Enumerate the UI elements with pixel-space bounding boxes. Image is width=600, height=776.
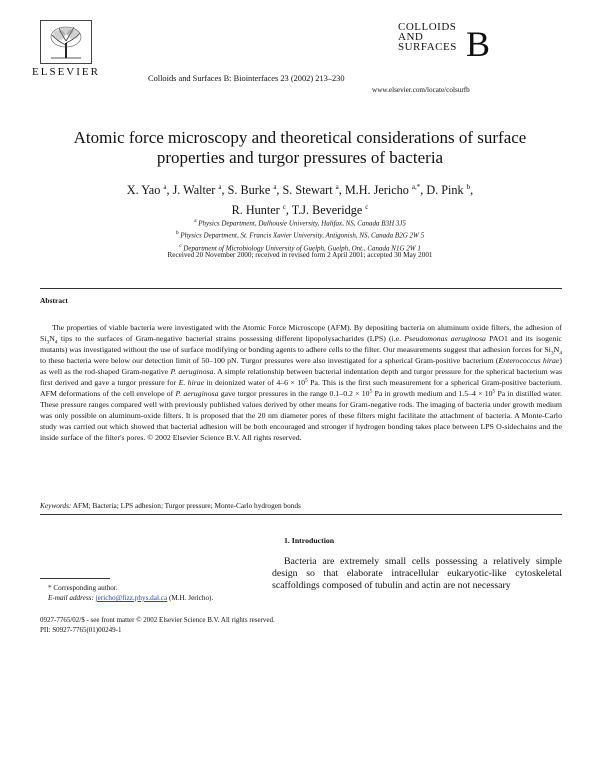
abstract-segment: 5 [369,388,373,395]
abstract-segment: The properties of viable bacteria were investigated with the Atomic Force Microscope (AFM). By depositing bacteria on aluminum oxide filters, the adhesion of Si [40,323,562,343]
abstract-segment: Pa in growth medium and 1.5–4 × 10 [372,389,493,398]
abstract-segment: PAO1 and its isogenic mutants) was investigated without the use of surface modifying or bonding agents to adhere cells to the filter. Our measurements suggest that adhesion forces for Si [40,334,562,354]
author-affiliation-mark: a [218,183,222,191]
abstract-segment: . A simple relationship between bacterial indentation depth and turgor pressure for the spherical bacterium was first derived and gave a turgor pressure for [40,367,562,387]
journal-citation: Colloids and Surfaces B: Biointerfaces 23 (2002) 213–230 [148,74,345,83]
affiliation-text: Department of Microbiology University of Guelph, Guelph, Ont., Canada N1G 2W 1 [181,243,421,252]
author-name: S. Stewart [282,183,333,198]
divider-bottom [40,514,562,515]
abstract-segment: 5 [305,377,308,384]
affiliation-mark: a [194,218,197,224]
elsevier-logo [30,20,102,80]
affiliation-text: Physics Department, St. Francis Xavier University, Antigonish, NS, Canada B2G 2W 5 [178,231,425,240]
author-separator: , [276,183,283,198]
author-affiliation-mark: a [163,183,167,191]
author-separator: , [285,203,292,218]
author-affiliation-mark: c [282,203,286,212]
author-separator: , [166,183,173,198]
pii-line: PII: S0927-7765(01)00249-1 [40,626,122,634]
author-separator: , [420,183,427,198]
elsevier-tree-icon [40,20,92,64]
journal-logo-line1: COLLOIDS [398,21,457,33]
abstract-segment: 3 [46,339,50,346]
abstract-segment: N [553,345,560,354]
keywords [40,501,562,510]
author-name: X. Yao [126,183,161,198]
publisher-name: ELSEVIER [32,66,100,78]
journal-logo-letter: B [466,24,491,64]
journal-url[interactable]: www.elsevier.com/locate/colsurfb [372,86,470,94]
divider-top [40,288,562,289]
affiliation-mark: b [175,230,179,237]
author-name: M.H. Jericho [344,183,409,198]
affiliations [60,216,540,253]
article-title: Atomic force microscopy and theoretical considerations of surface properties and turgor pressures of bacteria [73,128,527,167]
author-separator: , [470,183,474,198]
abstract-segment: tips to the surfaces of Gram-negative bacterial strains possessing different lipopolysacharides (LPS) (i.e. [57,334,405,343]
abstract-segment: N [49,334,55,343]
abstract-segment: ) as well as the rod-shaped Gram-negative [40,356,562,376]
abstract-segment: Pseudomonas aeruginosa [404,334,486,343]
abstract-segment: 3 [550,350,554,357]
abstract-segment: 4 [559,350,562,357]
abstract-segment: P. aeruginosa [175,389,219,398]
journal-logo [398,22,498,78]
abstract-segment: 4 [54,339,58,346]
author-name: R. Hunter [231,203,280,218]
affiliation-line [60,216,540,228]
abstract-segment: in deionized water of 4–6 × 10 [204,378,306,387]
footnote-corresponding: * Corresponding author. [48,584,118,592]
section-heading-introduction: 1. Introduction [284,536,335,545]
author-name: S. Burke [227,183,271,198]
abstract-segment: Pa. This is the first such measurement for a spherical Gram-positive bacterium. AFM deformations of the cell envelope of [40,378,563,398]
abstract-segment: P. aeruginosa [170,367,214,376]
introduction-text: Bacteria are extremely small cells possessing a relatively simple design so that elaborate intracellular eukaryotic-like cytoskeletal scaffoldings composed of tubulin and actin are not necessary [272,556,562,592]
author-affiliation-mark: c [365,203,369,212]
abstract-segment: 5 [492,388,496,395]
affiliation-line [60,228,540,240]
affiliation-mark: c [179,242,182,249]
footnote-rule [40,578,110,579]
author-separator: , [338,183,345,198]
author-name: T.J. Beveridge [291,203,363,218]
keywords-label: Keywords: [40,501,72,510]
author-name: D. Pink [426,183,464,198]
received-dates: Received 20 November 2000; received in revised form 2 April 2001; accepted 30 May 2001 [167,251,433,259]
author-affiliation-mark: a,* [411,183,421,191]
author-affiliation-mark: a [335,183,339,191]
email-suffix: (M.H. Jericho). [167,594,214,602]
journal-logo-line2: AND [398,31,424,43]
copyright-line: 0927-7765/02/$ - see front matter © 2002 Elsevier Science B.V. All rights reserved. [40,616,275,624]
author-list [40,179,560,219]
email-link[interactable]: jericho@fizz.phys.dal.ca [95,594,168,602]
keywords-text: AFM; Bacteria; LPS adhesion; Turgor pressure; Monte-Carlo hydrogen bonds [71,501,301,510]
author-separator: , [221,183,228,198]
abstract-heading: Abstract [40,296,68,305]
journal-logo-line3: SURFACES [398,41,457,53]
footnote-email [48,594,213,602]
author-affiliation-mark: a [273,183,277,191]
abstract-segment: to these bacteria were below our detection limit of 50–100 pN. Turgor pressures were also investigated for a spherical Gram-positive bacterium ( [40,356,499,365]
author-name: J. Walter [172,183,216,198]
author-affiliation-mark: b [466,183,471,191]
abstract-segment: gave turgor pressures in the range 0.1–0.2 × 10 [218,389,370,398]
email-label: E-mail address: [48,594,94,602]
abstract-body [40,322,562,443]
abstract-segment: Enterococcus hirae [498,356,560,365]
abstract-segment: Pa in distilled water. These pressure ranges compared well with previously published values derived by other means for Gram-negative rods. The imaging of bacteria under growth medium was only possible on aluminum-oxide filters. It is proposed that the 20 nm diameter pores of these filters might facilitate the attachment of bacteria. A Monte-Carlo study was carried out which showed that bacterial adhesion will be both encouraged and stronger if hydrogen bonding takes place between LPS O-sidechains and the inside surface of the filter's pores. © 2002 Elsevier Science B.V. All rights reserved. [40,389,562,442]
abstract-segment: E. hirae [178,378,205,387]
affiliation-text: Physics Department, Dalhousie University, Halifax, NS, Canada B3H 3J5 [196,219,406,228]
